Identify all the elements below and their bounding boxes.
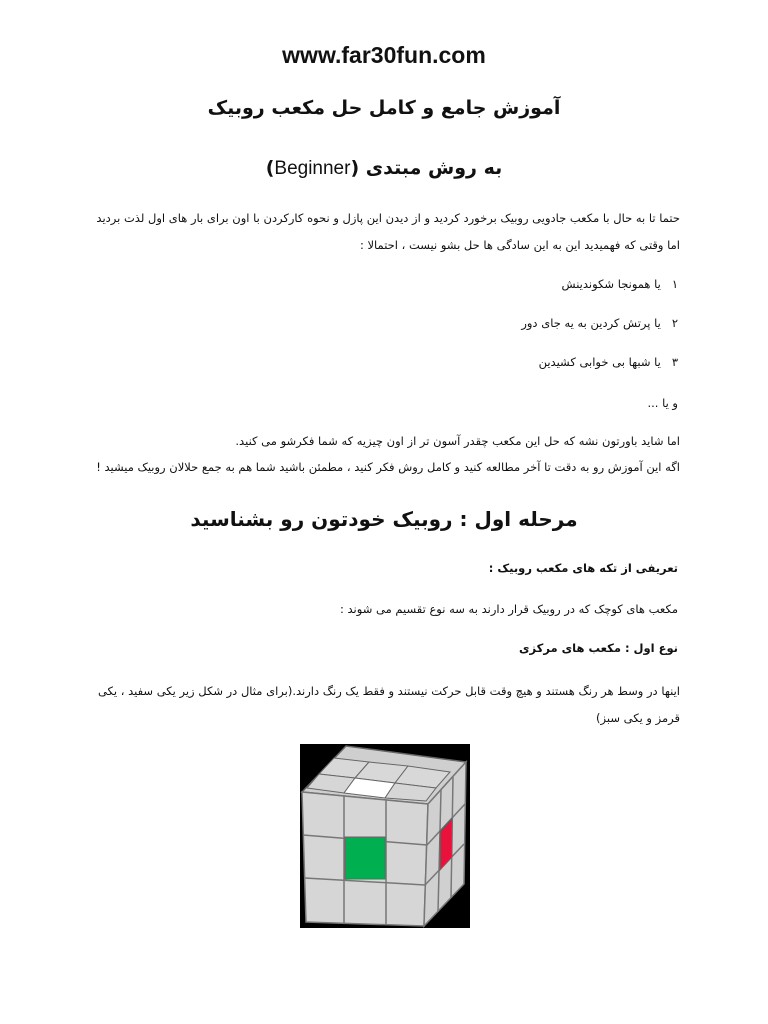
paragraph-line: اگه این آموزش رو به دقت تا آخر مطالعه کنید و کامل روش فکر کنید ، مطمئن باشید شما هم به جمع حلالان روبیک میشید ! (96, 460, 680, 474)
list-text: یا شبها بی خوابی کشیدین (538, 355, 661, 369)
list-item (78, 316, 678, 330)
section-title: مرحله اول : روبیک خودتون رو بشناسید (190, 507, 578, 531)
subtitle-suffix: ) (265, 157, 275, 179)
list-number: ۳ (671, 355, 678, 369)
definition-text: مکعب های کوچک که در روبیک قرار دارند به سه نوع تقسیم می شوند : (339, 602, 678, 616)
list-number: ۱ (671, 277, 678, 291)
paragraph-line: اما شاید باورتون نشه که حل این مکعب چقدر آسون تر از اون چیزیه که شما فکرشو می کنید. (235, 434, 680, 448)
list-text: یا همونجا شکوندینش (561, 277, 661, 291)
intro-paragraph: حتما تا به حال با مکعب جادویی روبیک برخورد کردید و از دیدن این پازل و نحوه کارکردن با اون برای بار های اول لذت بردید اما وقتی که فهمیدید این به این سادگی ها حل بشو نیست ، احتمالا : (96, 211, 680, 252)
rubiks-cube-icon (300, 744, 470, 928)
page-title: آموزش جامع و کامل حل مکعب روبیک (207, 97, 561, 119)
page-subtitle (0, 157, 768, 180)
subtitle-latin: Beginner (274, 158, 351, 179)
list-item (78, 355, 678, 369)
list-text: یا پرتش کردین به یه جای دور (521, 316, 661, 330)
type1-heading: نوع اول : مکعب های مرکزی (518, 641, 678, 655)
definition-heading: تعریفی از تکه های مکعب روبیک : (488, 561, 678, 575)
subtitle-prefix: به روش مبتدی ( (350, 157, 503, 179)
or-text: و یا ... (647, 396, 678, 410)
site-url: www.far30fun.com (282, 42, 486, 68)
rubiks-cube-image (300, 744, 470, 928)
list-item (78, 277, 678, 291)
list-number: ۲ (671, 316, 678, 330)
type1-text: اینها در وسط هر رنگ هستند و هیچ وقت قابل حرکت نیستند و فقط یک رنگ دارند.(برای مثال در شکل زیر یکی سفید ، یکی قرمز و یکی سبز) (97, 684, 680, 725)
